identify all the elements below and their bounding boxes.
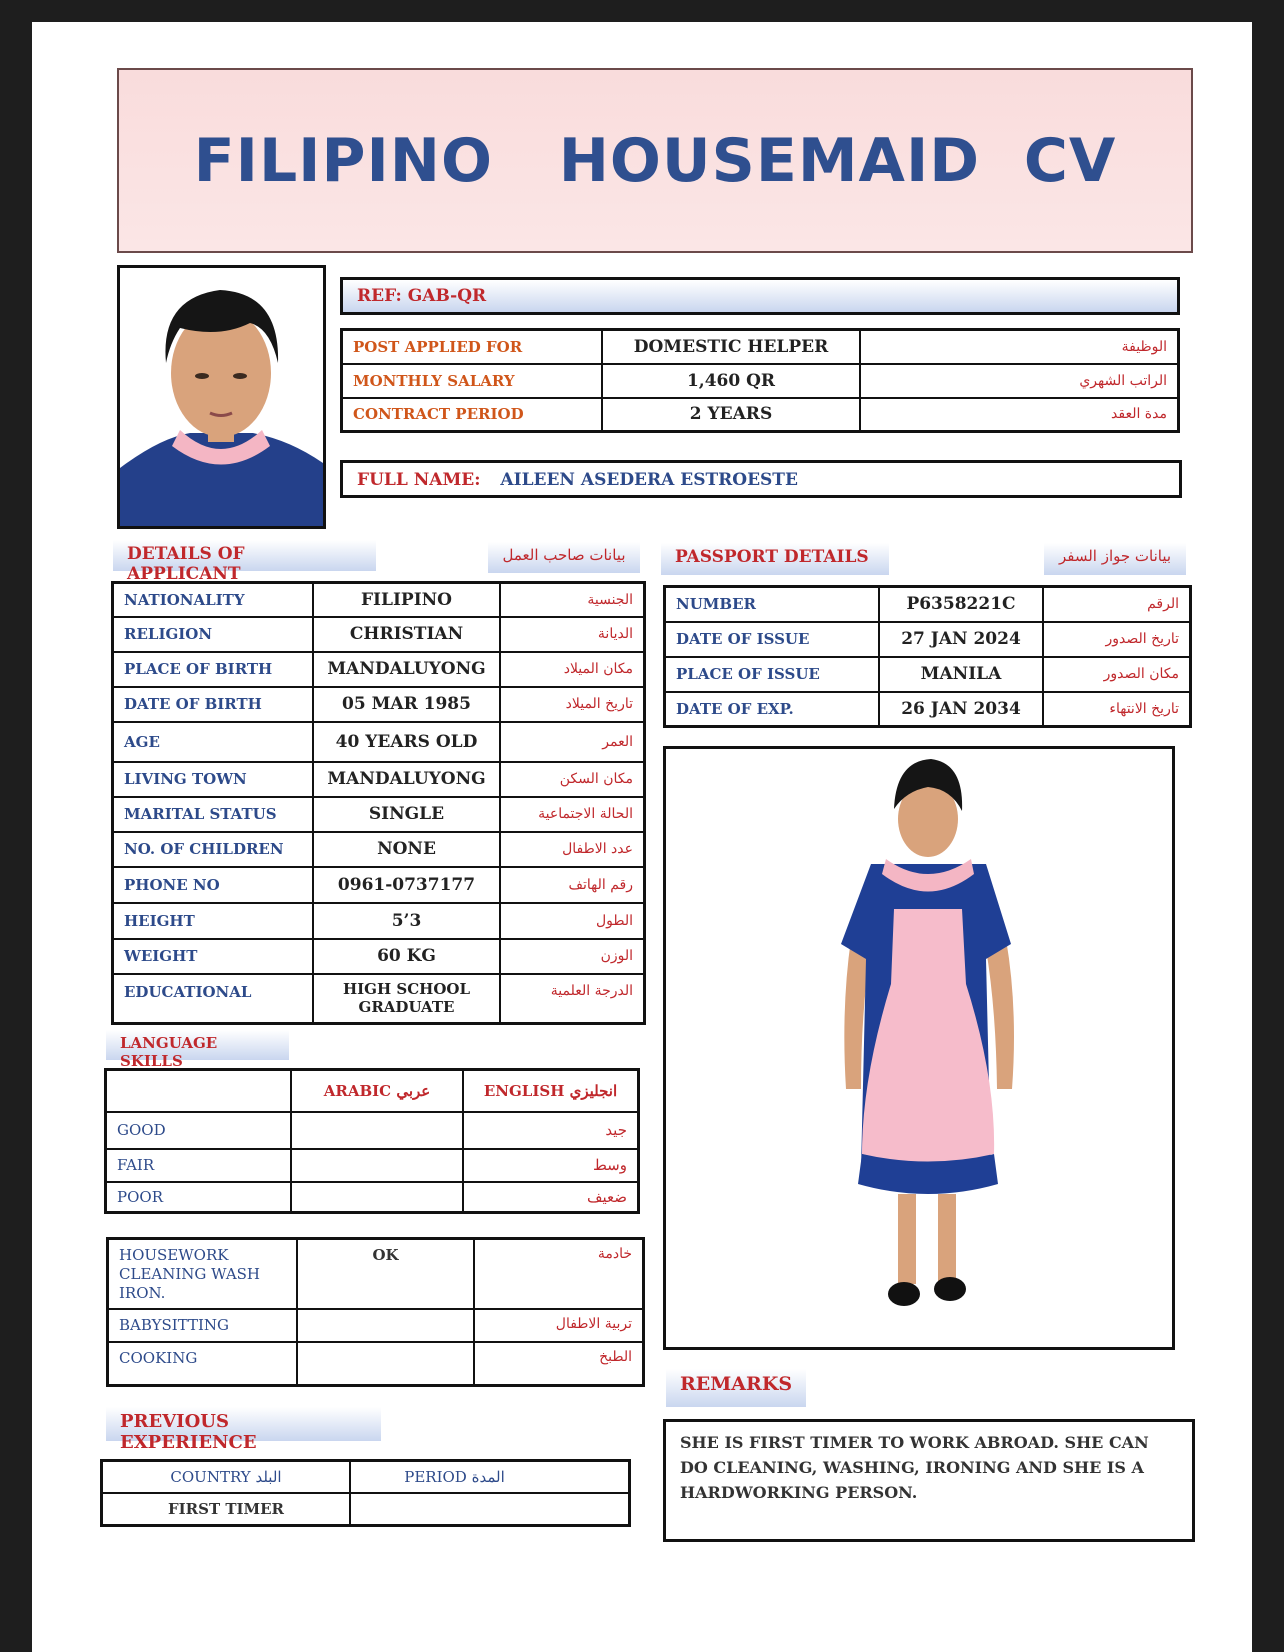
job-value: DOMESTIC HELPER [602,330,860,364]
skill-label-ar: تربية الاطفال [474,1309,644,1342]
field-label: PLACE OF BIRTH [113,652,314,687]
field-label-ar: مكان الميلاد [500,652,645,687]
job-table [340,328,1180,433]
remarks-header: REMARKS [666,1369,806,1407]
applicant-header: DETAILS OF APPLICANT [113,540,376,571]
language-level: FAIR [106,1149,292,1182]
field-label-ar: الوزن [500,939,645,974]
table-row [113,832,645,867]
field-label-ar: العمر [500,722,645,762]
experience-period [350,1493,630,1526]
ref-bar: REF: GAB-QR [340,277,1180,315]
table-row [113,903,645,939]
period-column-header: PERIOD المدة [350,1461,630,1493]
table-row [113,652,645,687]
field-label-ar: الطول [500,903,645,939]
passport-value: 27 JAN 2024 [879,622,1043,657]
field-label: LIVING TOWN [113,762,314,797]
field-value: 5’3 [313,903,500,939]
language-level-ar: وسط [463,1149,639,1182]
passport-header-ar: بيانات جواز السفر [1044,543,1186,575]
job-label-ar: الراتب الشهري [860,364,1179,398]
title-banner [117,68,1193,253]
table-row [342,364,1179,398]
passport-value: 26 JAN 2034 [879,692,1043,727]
field-value: 60 KG [313,939,500,974]
field-label: RELIGION [113,617,314,652]
skill-value [297,1309,474,1342]
field-label: NO. OF CHILDREN [113,832,314,867]
applicant-table [111,581,646,1025]
table-row [113,687,645,722]
table-row [113,762,645,797]
field-label-ar: الجنسية [500,583,645,617]
passport-label-ar: الرقم [1043,587,1191,622]
table-row [342,398,1179,432]
skill-label: HOUSEWORK CLEANING WASH IRON. [108,1239,298,1309]
field-label: WEIGHT [113,939,314,974]
field-label-ar: تاريخ الميلاد [500,687,645,722]
language-level-ar: ضعيف [463,1182,639,1213]
table-row [102,1461,630,1493]
table-row [113,867,645,903]
field-value: CHRISTIAN [313,617,500,652]
job-label: MONTHLY SALARY [342,364,603,398]
table-row [113,617,645,652]
skill-label: COOKING [108,1342,298,1386]
field-value: 0961-0737177 [313,867,500,903]
language-table [104,1068,640,1214]
experience-table [100,1459,631,1527]
field-value: HIGH SCHOOL GRADUATE [313,974,500,1024]
field-label-ar: الدرجة العلمية [500,974,645,1024]
job-label-ar: الوظيفة [860,330,1179,364]
table-row [113,722,645,762]
field-label: NATIONALITY [113,583,314,617]
table-row [108,1239,644,1309]
passport-value: P6358221C [879,587,1043,622]
field-label-ar: رقم الهاتف [500,867,645,903]
experience-country: FIRST TIMER [102,1493,351,1526]
table-row [106,1182,639,1213]
page-title: FILIPINO HOUSEMAID CV [193,125,1117,196]
table-row [342,330,1179,364]
skill-label-ar: الطبخ [474,1342,644,1386]
skill-label: BABYSITTING [108,1309,298,1342]
arabic-cell [291,1182,463,1213]
field-value: MANDALUYONG [313,652,500,687]
full-body-photo [663,746,1175,1350]
skills-table [106,1237,645,1387]
country-column-header: COUNTRY البلد [102,1461,351,1493]
passport-table [663,585,1192,728]
table-row [113,974,645,1024]
passport-value: MANILA [879,657,1043,692]
portrait-photo [117,265,326,529]
job-label: POST APPLIED FOR [342,330,603,364]
blank-cell [106,1070,292,1112]
table-row [113,797,645,832]
english-column-header: ENGLISH انجليزي [463,1070,639,1112]
skill-value [297,1342,474,1386]
passport-label: DATE OF ISSUE [665,622,880,657]
arabic-column-header: ARABIC عربي [291,1070,463,1112]
job-label: CONTRACT PERIOD [342,398,603,432]
table-row [665,657,1191,692]
table-row [113,939,645,974]
remarks-text: SHE IS FIRST TIMER TO WORK ABROAD. SHE CAN DO CLEANING, WASHING, IRONING AND SHE IS A HARDWORKING PERSON. [663,1419,1195,1542]
field-value: MANDALUYONG [313,762,500,797]
field-label: PHONE NO [113,867,314,903]
field-label-ar: الحالة الاجتماعية [500,797,645,832]
applicant-header-ar: بيانات صاحب العمل [488,542,640,573]
table-row [665,587,1191,622]
field-value: 40 YEARS OLD [313,722,500,762]
field-label-ar: الديانة [500,617,645,652]
passport-label-ar: تاريخ الصدور [1043,622,1191,657]
table-row [102,1493,630,1526]
passport-label: NUMBER [665,587,880,622]
skill-value: OK [297,1239,474,1309]
field-label-ar: مكان السكن [500,762,645,797]
passport-label: DATE OF EXP. [665,692,880,727]
language-level: GOOD [106,1112,292,1149]
field-value: NONE [313,832,500,867]
table-row [113,583,645,617]
field-label: DATE OF BIRTH [113,687,314,722]
field-label: AGE [113,722,314,762]
field-label-ar: عدد الاطفال [500,832,645,867]
field-label: EDUCATIONAL [113,974,314,1024]
table-row [108,1309,644,1342]
table-row [108,1342,644,1386]
full-name-box [340,460,1182,498]
passport-label: PLACE OF ISSUE [665,657,880,692]
full-name-label: FULL NAME: [357,470,481,490]
arabic-cell [291,1112,463,1149]
skill-label-ar: خادمة [474,1239,644,1309]
job-label-ar: مدة العقد [860,398,1179,432]
job-value: 1,460 QR [602,364,860,398]
field-value: FILIPINO [313,583,500,617]
experience-header: PREVIOUS EXPERIENCE [106,1407,381,1441]
table-row [665,622,1191,657]
field-value: SINGLE [313,797,500,832]
language-level: POOR [106,1182,292,1213]
full-name-value: AILEEN ASEDERA ESTROESTE [500,470,798,490]
arabic-cell [291,1149,463,1182]
language-level-ar: جيد [463,1112,639,1149]
passport-label-ar: مكان الصدور [1043,657,1191,692]
field-value: 05 MAR 1985 [313,687,500,722]
language-header: LANGUAGE SKILLS [106,1030,289,1060]
job-value: 2 YEARS [602,398,860,432]
passport-header: PASSPORT DETAILS [661,543,889,575]
passport-label-ar: تاريخ الانتهاء [1043,692,1191,727]
table-row [106,1070,639,1112]
table-row [106,1149,639,1182]
field-label: MARITAL STATUS [113,797,314,832]
table-row [106,1112,639,1149]
field-label: HEIGHT [113,903,314,939]
table-row [665,692,1191,727]
